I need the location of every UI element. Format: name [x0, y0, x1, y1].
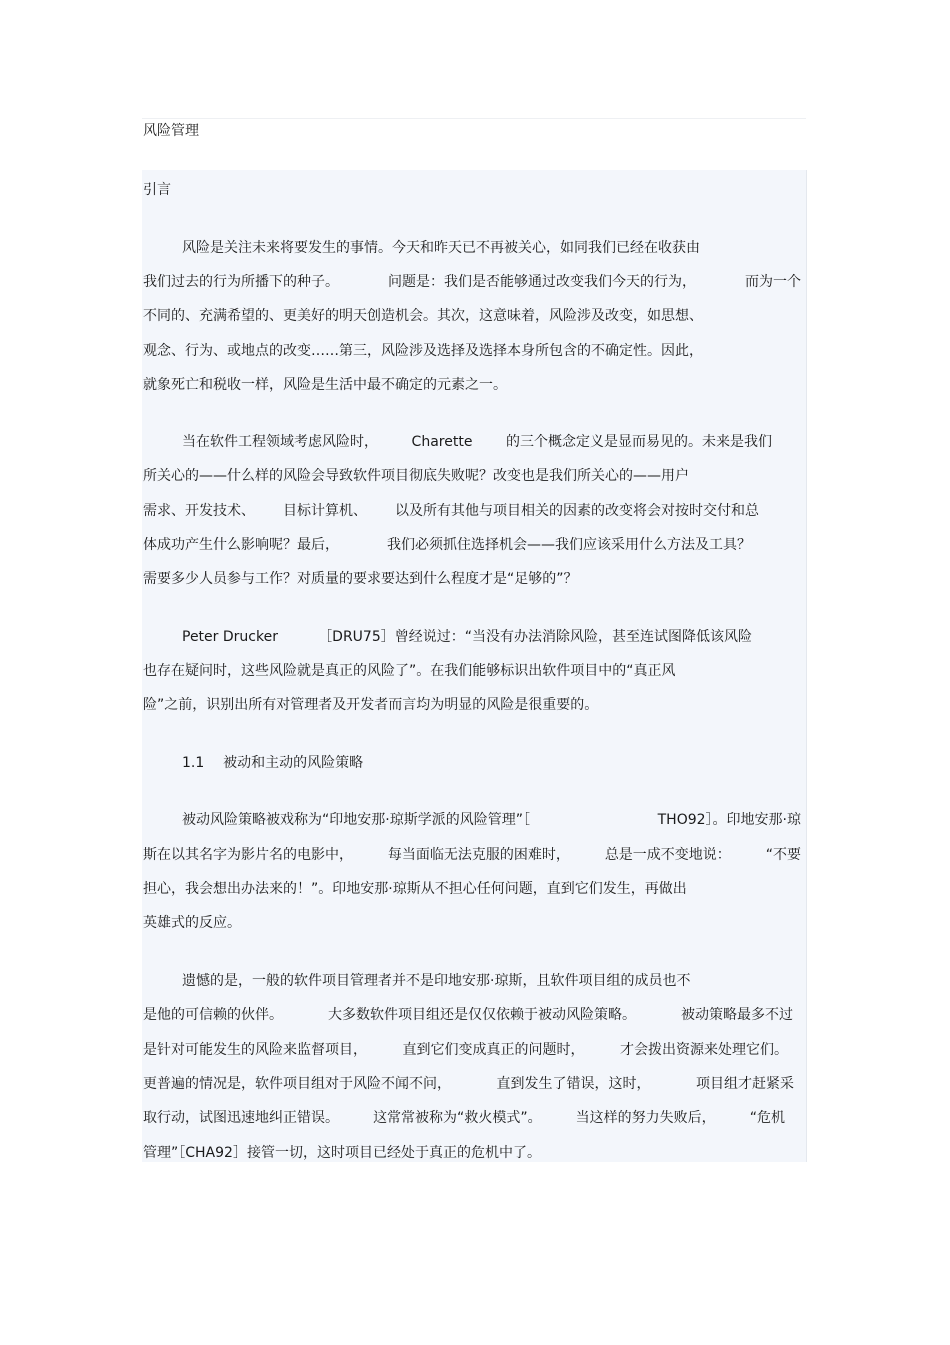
p3-line-1 — [182, 627, 752, 647]
text-segment: 更普遍的情况是，软件项目组对于风险不闻不问， — [143, 1076, 451, 1092]
text-segment: 被动策略最多不过 — [681, 1007, 793, 1023]
text-segment: 目标计算机、 — [283, 503, 367, 519]
p3-line-2: 也存在疑问时，这些风险就是真正的风险了”。在我们能够标识出软件项目中的“真正风 — [143, 663, 676, 679]
text-segment: Charette — [411, 434, 473, 450]
p1-line-5: 就象死亡和税收一样，风险是生活中最不确定的元素之一。 — [143, 377, 507, 393]
p2-line-4 — [143, 535, 751, 555]
p1-line-2 — [143, 272, 801, 292]
p2-line-3 — [143, 501, 759, 521]
text-segment: 被动风险策略被戏称为“印地安那·琼斯学派的风险管理”［ — [182, 812, 530, 828]
text-segment: 体成功产生什么影响呢？最后， — [143, 537, 339, 553]
text-segment: THO92］。印地安那·琼 — [657, 812, 801, 828]
text-segment: Peter Drucker — [182, 629, 278, 645]
text-segment: “危机 — [749, 1110, 785, 1126]
text-segment: 直到它们变成真正的问题时， — [402, 1042, 585, 1058]
text-segment: 直到发生了错误，这时， — [496, 1076, 651, 1092]
text-segment: 当这样的努力失败后， — [575, 1110, 716, 1126]
text-segment: ［DRU75］曾经说过：“当没有办法消除风险，甚至连试图降低该风险 — [318, 629, 752, 645]
text-segment: 项目组才赶紧采 — [696, 1076, 794, 1092]
top-divider — [142, 118, 806, 119]
text-segment: 的三个概念定义是显而易见的。未来是我们 — [505, 434, 772, 450]
section-title: 被动和主动的风险策略 — [223, 755, 364, 771]
p2-line-5: 需要多少人员参与工作？对质量的要求要达到什么程度才是“足够的”？ — [143, 571, 578, 587]
text-segment: 才会拨出资源来处理它们。 — [620, 1042, 788, 1058]
p4-line-4: 英雄式的反应。 — [143, 915, 241, 931]
p5-line-5 — [143, 1108, 785, 1128]
p1-line-4: 观念、行为、或地点的改变……第三，风险涉及选择及选择本身所包含的不确定性。因此， — [143, 343, 703, 359]
p5-line-3 — [143, 1040, 788, 1060]
document-title: 风险管理 — [143, 123, 199, 139]
p4-line-2 — [143, 845, 801, 865]
text-segment: 而为一个 — [745, 274, 801, 290]
p2-line-1 — [182, 432, 772, 452]
p4-line-1 — [182, 810, 801, 830]
section-heading — [182, 753, 363, 773]
p1-line-1: 风险是关注未来将要发生的事情。今天和昨天已不再被关心，如同我们已经在收获由 — [182, 240, 700, 256]
text-segment: 每当面临无法克服的困难时， — [387, 847, 570, 863]
p2-line-2: 所关心的——什么样的风险会导致软件项目彻底失败呢？改变也是我们所关心的——用户 — [143, 468, 689, 484]
text-segment: 斯在以其名字为影片名的电影中， — [143, 847, 353, 863]
text-segment: 是针对可能发生的风险来监督项目， — [143, 1042, 367, 1058]
text-segment: 总是一成不变地说： — [604, 847, 731, 863]
text-segment: 我们过去的行为所播下的种子。 — [143, 274, 339, 290]
text-segment: 是他的可信赖的伙伴。 — [143, 1007, 283, 1023]
text-segment: 取行动，试图迅速地纠正错误。 — [143, 1110, 339, 1126]
p5-line-6: 管理”［CHA92］接管一切，这时项目已经处于真正的危机中了。 — [143, 1145, 541, 1161]
text-segment: 这常常被称为“救火模式”。 — [373, 1110, 542, 1126]
text-segment: 我们必须抓住选择机会——我们应该采用什么方法及工具？ — [387, 537, 751, 553]
p5-line-1: 遗憾的是，一般的软件项目管理者并不是印地安那·琼斯，且软件项目组的成员也不 — [182, 973, 691, 989]
text-segment: “不要 — [765, 847, 801, 863]
p3-line-3: 险”之前，识别出所有对管理者及开发者而言均为明显的风险是很重要的。 — [143, 697, 599, 713]
text-segment: 需求、开发技术、 — [143, 503, 255, 519]
p5-line-2 — [143, 1005, 793, 1025]
text-segment: 问题是：我们是否能够通过改变我们今天的行为， — [388, 274, 696, 290]
intro-heading: 引言 — [143, 182, 171, 198]
text-segment: 当在软件工程领域考虑风险时， — [182, 434, 378, 450]
p1-line-3: 不同的、充满希望的、更美好的明天创造机会。其次，这意味着，风险涉及改变，如思想、 — [143, 308, 703, 324]
p5-line-4 — [143, 1074, 794, 1094]
text-segment: 以及所有其他与项目相关的因素的改变将会对按时交付和总 — [395, 503, 759, 519]
section-number: 1.1 — [182, 755, 205, 771]
text-segment: 大多数软件项目组还是仅仅依赖于被动风险策略。 — [328, 1007, 636, 1023]
p4-line-3: 担心，我会想出办法来的！”。印地安那·琼斯从不担心任何问题，直到它们发生，再做出 — [143, 881, 687, 897]
